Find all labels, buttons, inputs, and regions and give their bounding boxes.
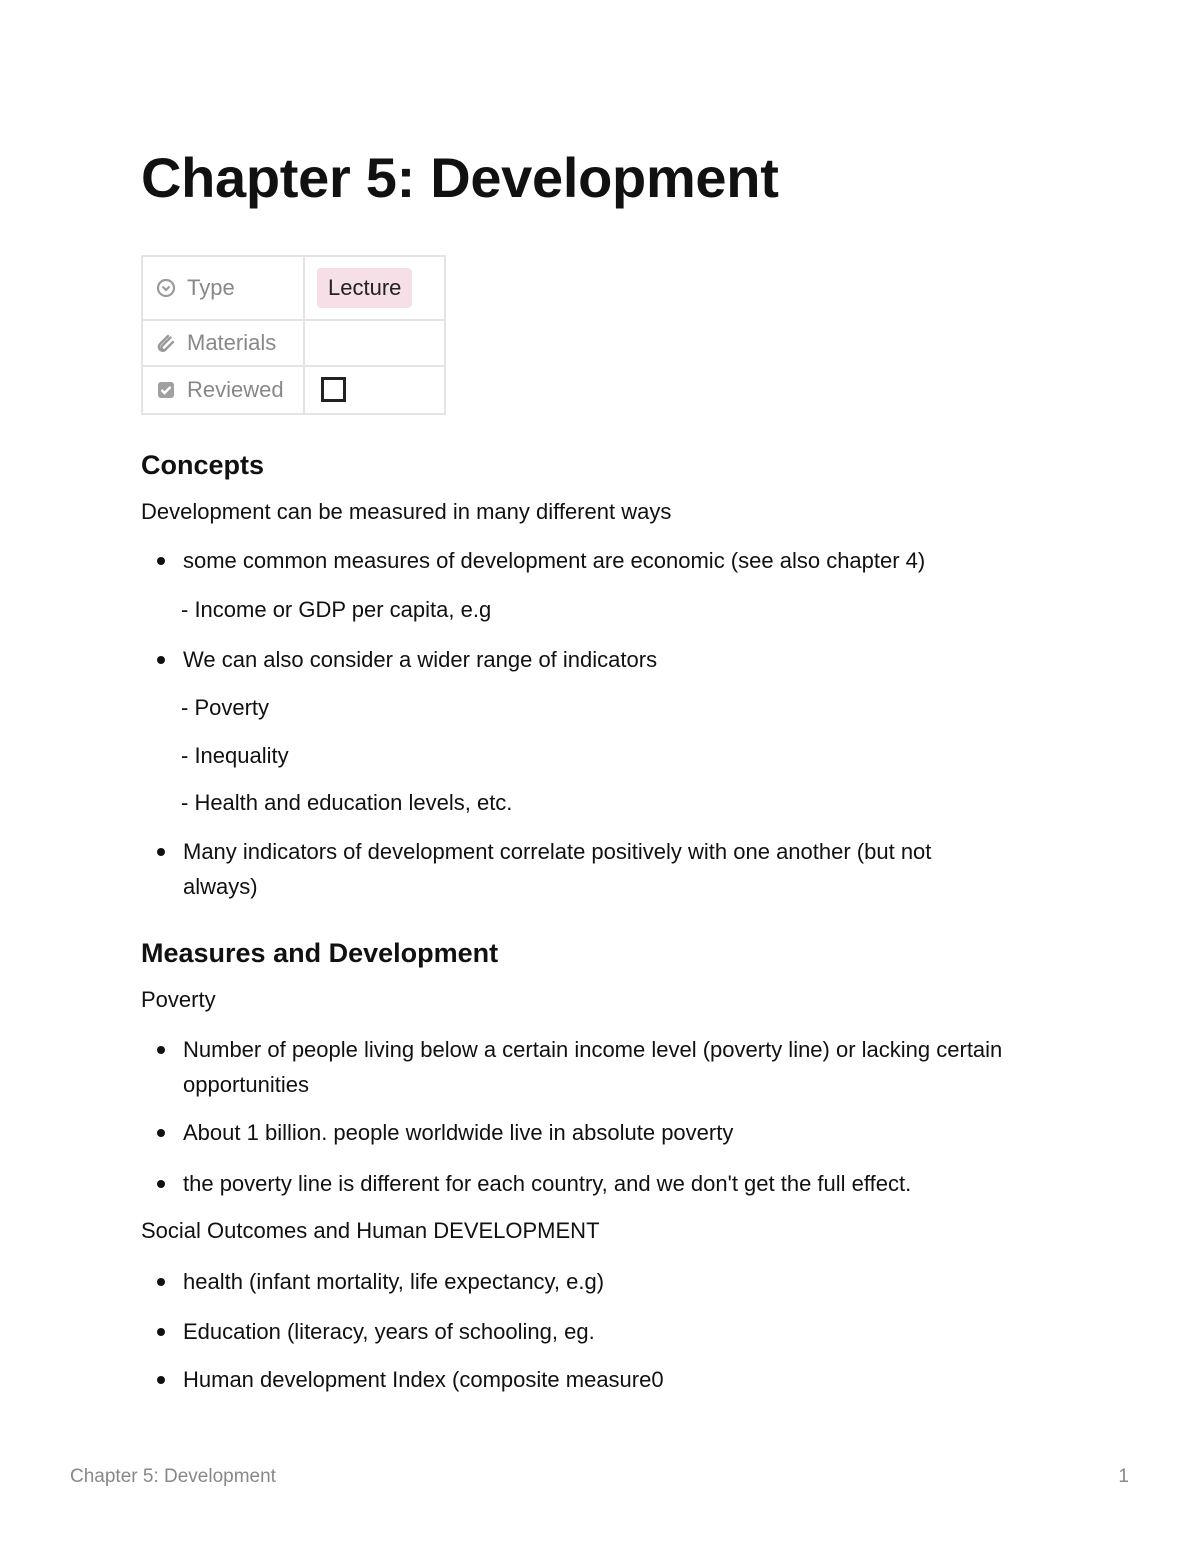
materials-value[interactable]	[304, 320, 445, 366]
footer-title: Chapter 5: Development	[70, 1466, 276, 1487]
page-title: Chapter 5: Development	[141, 146, 779, 209]
concepts-intro: Development can be measured in many different ways	[141, 499, 672, 524]
property-row-type	[142, 256, 445, 320]
list-item: Education (literacy, years of schooling, eg.	[183, 1314, 1003, 1349]
list-item: About 1 billion. people worldwide live in absolute poverty	[183, 1115, 1003, 1150]
poverty-label: Poverty	[141, 987, 216, 1012]
concepts-heading: Concepts	[141, 450, 265, 480]
list-item: some common measures of development are economic (see also chapter 4)	[183, 543, 1003, 578]
list-item: health (infant mortality, life expectancy, e.g)	[183, 1264, 1003, 1299]
sub-item: - Poverty	[181, 695, 270, 720]
sub-item: - Health and education levels, etc.	[181, 790, 513, 815]
select-icon	[156, 278, 176, 298]
checkbox-icon	[156, 380, 176, 400]
property-row-reviewed	[142, 366, 445, 414]
attachment-icon	[156, 333, 176, 353]
type-tag[interactable]: Lecture	[317, 268, 412, 308]
list-item: Number of people living below a certain income level (poverty line) or lacking certain opportunities	[183, 1032, 1003, 1102]
page-number: 1	[1118, 1466, 1129, 1487]
list-item: Human development Index (composite measure0	[183, 1362, 1003, 1397]
properties-table	[141, 255, 446, 415]
reviewed-label: Reviewed	[187, 377, 284, 402]
list-item: Many indicators of development correlate positively with one another (but not always)	[183, 834, 1003, 904]
measures-heading: Measures and Development	[141, 938, 499, 968]
sub-item: - Income or GDP per capita, e.g	[181, 597, 492, 622]
social-label: Social Outcomes and Human DEVELOPMENT	[141, 1218, 600, 1243]
property-row-materials	[142, 320, 445, 366]
type-label: Type	[187, 275, 235, 300]
reviewed-checkbox[interactable]	[321, 377, 346, 402]
materials-label: Materials	[187, 330, 277, 355]
list-item: the poverty line is different for each country, and we don't get the full effect.	[183, 1166, 1003, 1201]
sub-item: - Inequality	[181, 743, 289, 768]
list-item: We can also consider a wider range of indicators	[183, 642, 1003, 677]
